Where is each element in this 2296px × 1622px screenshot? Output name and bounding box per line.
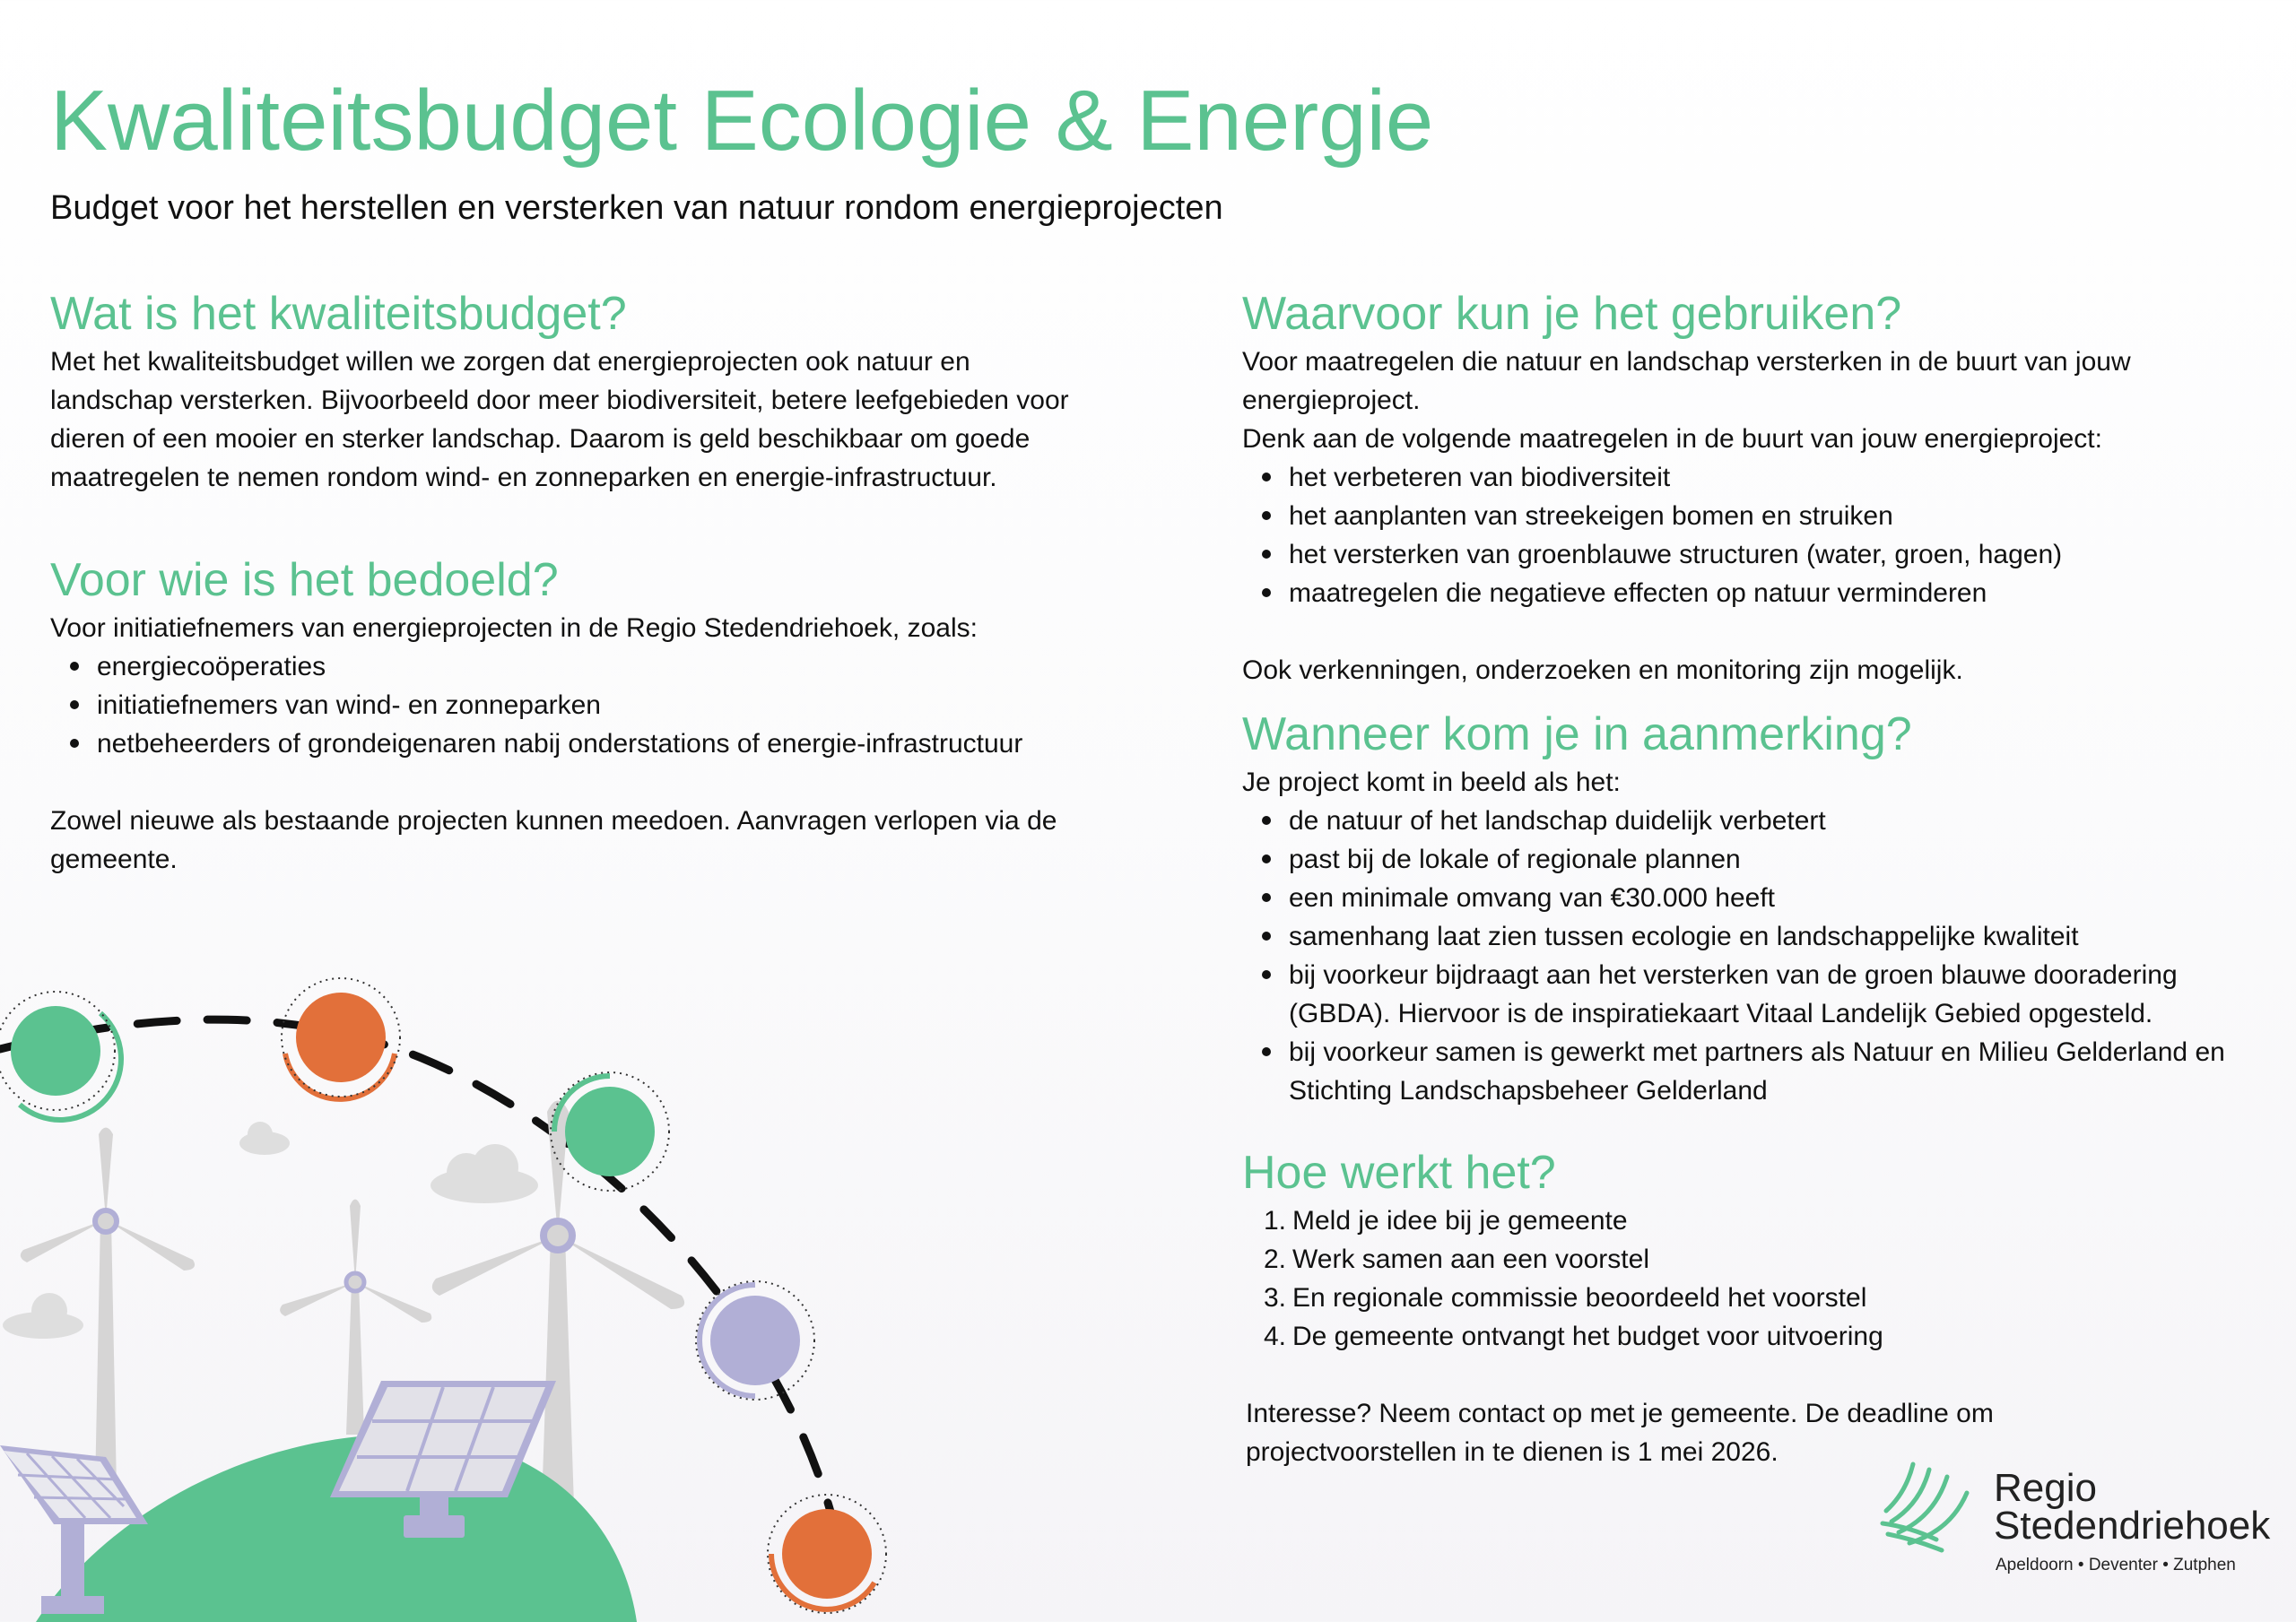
section-heading-voorwie: Voor wie is het bedoeld? — [50, 554, 559, 606]
step-number: 4. — [1264, 1322, 1287, 1351]
paragraph-line: Je project komt in beeld als het: — [1242, 768, 1621, 797]
green-circle-node — [551, 1072, 669, 1191]
step-item — [1242, 1201, 2296, 1240]
list-item-line: Stichting Landschapsbeheer Gelderland — [1289, 1076, 1768, 1106]
regio-stedendriehoek-logo — [1879, 1448, 2283, 1583]
section-wanneer — [1242, 706, 2296, 1110]
list-item: samenhang laat zien tussen ecologie en landschappelijke kwaliteit — [1242, 917, 2296, 956]
step-item — [1242, 1317, 2296, 1356]
logo-text: Regio — [1994, 1466, 2097, 1510]
list-item-line: (GBDA). Hiervoor is de inspiratiekaart Vitaal Landelijk Gebied opgesteld. — [1289, 999, 2153, 1028]
list-item: maatregelen die negatieve effecten op natuur verminderen — [1242, 574, 2296, 612]
step-text: Meld je idee bij je gemeente — [1292, 1206, 1628, 1236]
step-item — [1242, 1279, 2296, 1317]
section-waarvoor — [1242, 285, 2296, 690]
orange-circle-node — [768, 1495, 886, 1613]
section-heading-waarvoor: Waarvoor kun je het gebruiken? — [1242, 288, 1902, 340]
step-item — [1242, 1240, 2296, 1279]
section-heading-wat: Wat is het kwaliteitsbudget? — [50, 288, 627, 340]
paragraph-line: gemeente. — [50, 845, 178, 874]
paragraph-line: Met het kwaliteitsbudget willen we zorgen dat energieprojecten ook natuur en — [50, 347, 970, 377]
step-text: Werk samen aan een voorstel — [1292, 1245, 1649, 1274]
logo-text: Stedendriehoek — [1994, 1504, 2271, 1548]
list-item: energiecoöperaties — [50, 647, 1216, 686]
paragraph-line: Ook verkenningen, onderzoeken en monitoring zijn mogelijk. — [1242, 655, 1963, 685]
lavender-circle-node — [696, 1281, 814, 1400]
section-wat — [50, 285, 1216, 497]
paragraph-line: dieren of een mooier en sterker landschap. Daarom is geld beschikbaar om goede — [50, 424, 1031, 454]
paragraph-line: Interesse? Neem contact op met je gemeente. De deadline om — [1246, 1399, 1994, 1428]
paragraph-line: Zowel nieuwe als bestaande projecten kunnen meedoen. Aanvragen verlopen via de — [50, 806, 1057, 836]
energy-illustration — [0, 950, 897, 1622]
list-item: het verbeteren van biodiversiteit — [1242, 458, 2296, 497]
right-column — [1242, 285, 2296, 1471]
section-hoe — [1242, 1144, 2296, 1471]
numbered-list — [1242, 1201, 2296, 1356]
bullet-list — [1242, 802, 2296, 1110]
list-item: het aanplanten van streekeigen bomen en struiken — [1242, 497, 2296, 535]
list-item: past bij de lokale of regionale plannen — [1242, 840, 2296, 879]
green-circle-node — [0, 992, 121, 1120]
page-subtitle: Budget voor het herstellen en versterken van natuur rondom energieprojecten — [50, 189, 1223, 227]
section-heading-wanneer: Wanneer kom je in aanmerking? — [1242, 708, 1912, 760]
cloud-icon — [239, 1122, 290, 1155]
paragraph-line: energieproject. — [1242, 386, 1421, 415]
cloud-icon — [3, 1293, 83, 1339]
paragraph-line: landschap versterken. Bijvoorbeeld door meer biodiversiteit, betere leefgebieden voor — [50, 386, 1069, 415]
bullet-list — [50, 647, 1216, 763]
section-voorwie — [50, 551, 1216, 879]
step-number: 2. — [1264, 1245, 1287, 1274]
logo-mark-icon — [1879, 1457, 1987, 1556]
list-item-line: bij voorkeur bijdraagt aan het versterken van de groen blauwe dooradering — [1289, 960, 2178, 990]
step-text: En regionale commissie beoordeeld het voorstel — [1292, 1283, 1867, 1313]
list-item — [1242, 1033, 2296, 1110]
bullet-list — [1242, 458, 2296, 612]
step-number: 3. — [1264, 1283, 1287, 1313]
left-column — [50, 285, 1216, 879]
paragraph-line: Voor initiatiefnemers van energieprojecten in de Regio Stedendriehoek, zoals: — [50, 613, 978, 643]
list-item: initiatiefnemers van wind- en zonneparken — [50, 686, 1216, 724]
paragraph-line: maatregelen te nemen rondom wind- en zonneparken en energie-infrastructuur. — [50, 463, 997, 492]
step-number: 1. — [1264, 1206, 1287, 1236]
paragraph-line: projectvoorstellen in te dienen is 1 mei 2026. — [1246, 1437, 1779, 1467]
list-item — [1242, 956, 2296, 1033]
list-item: een minimale omvang van €30.000 heeft — [1242, 879, 2296, 917]
paragraph-line: Denk aan de volgende maatregelen in de buurt van jouw energieproject: — [1242, 424, 2102, 454]
orange-circle-node — [282, 978, 400, 1099]
logo-cities: Apeldoorn • Deventer • Zutphen — [1996, 1556, 2236, 1574]
step-text: De gemeente ontvangt het budget voor uitvoering — [1292, 1322, 1883, 1351]
list-item: de natuur of het landschap duidelijk verbetert — [1242, 802, 2296, 840]
cloud-icon — [430, 1144, 538, 1203]
page-title: Kwaliteitsbudget Ecologie & Energie — [50, 73, 1434, 169]
list-item: het versterken van groenblauwe structuren (water, groen, hagen) — [1242, 535, 2296, 574]
paragraph-line: Voor maatregelen die natuur en landschap versterken in de buurt van jouw — [1242, 347, 2131, 377]
list-item-line: bij voorkeur samen is gewerkt met partners als Natuur en Milieu Gelderland en — [1289, 1037, 2225, 1067]
list-item: netbeheerders of grondeigenaren nabij onderstations of energie-infrastructuur — [50, 724, 1216, 763]
section-heading-hoe: Hoe werkt het? — [1242, 1147, 1556, 1199]
